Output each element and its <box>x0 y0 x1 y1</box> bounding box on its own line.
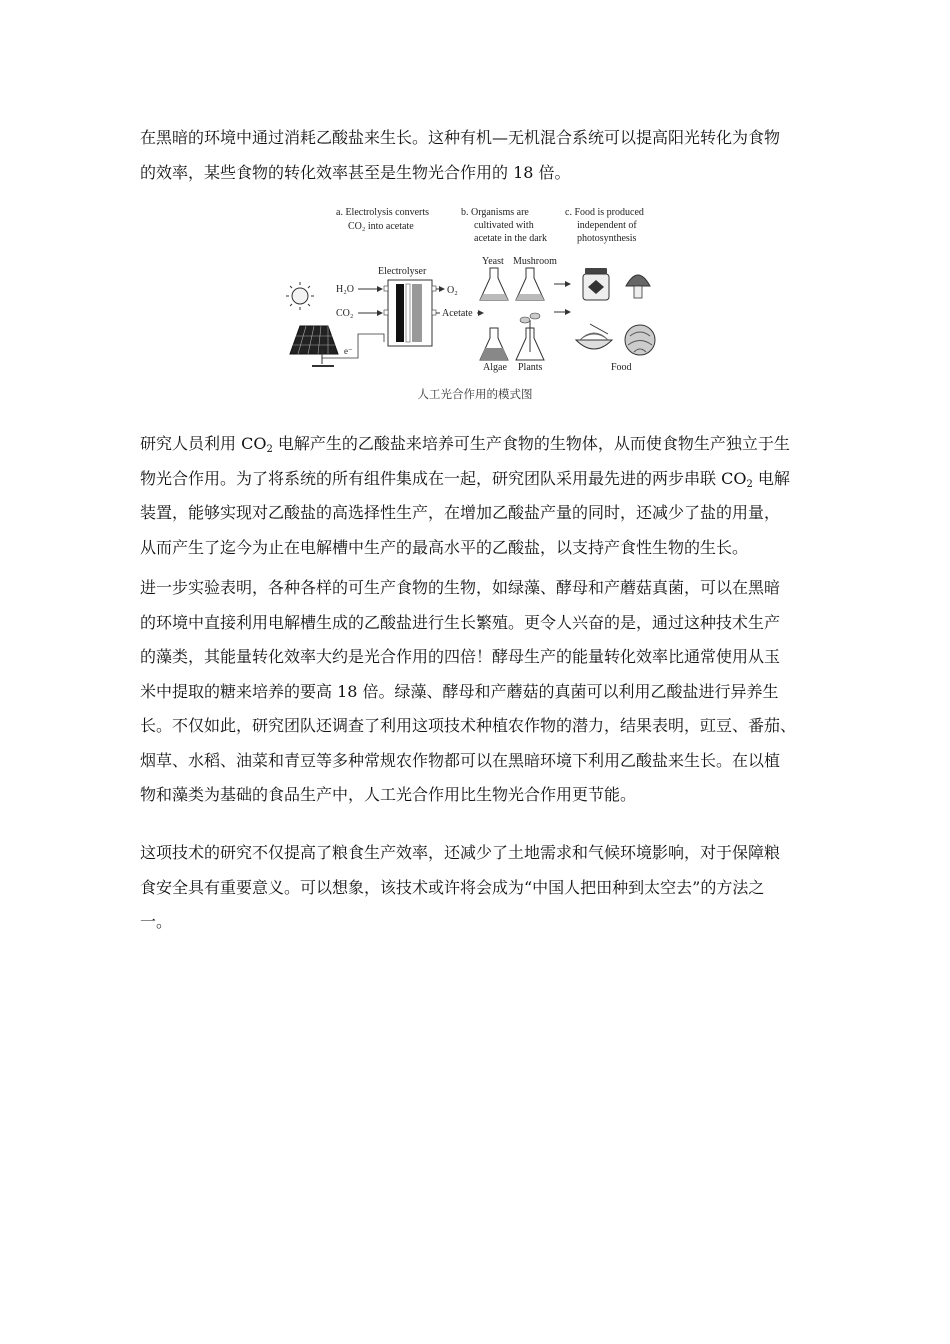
text-line: 米中提取的糖来培养的要高 18 倍。绿藻、酵母和产蘑菇的真菌可以利用乙酸盐进行异养生 <box>140 681 779 701</box>
text-line: 物和藻类为基础的食品生产中，人工光合作用比生物光合作用更节能。 <box>140 785 637 804</box>
paragraph-significance <box>140 836 830 940</box>
acetate-label: Acetate <box>442 308 473 319</box>
subscript: 2 <box>746 478 753 490</box>
o2-label: O₂ <box>447 285 458 296</box>
text-line: 烟草、水稻、油菜和青豆等多种常规农作物都可以在黑暗环境下利用乙酸盐来生长。在以植 <box>140 750 781 770</box>
text-line: 在黑暗的环境中通过消耗乙酸盐来生长。这种有机—无机混合系统可以提高阳光转化为食物 <box>140 128 781 147</box>
jar-icon <box>583 268 609 300</box>
text-line: 食安全具有重要意义。可以想象，该技术或许将会成为“中国人把田种到太空去”的方法之 <box>140 877 765 897</box>
mushroom-label: Mushroom <box>513 256 557 267</box>
solar-panel-icon <box>290 326 338 366</box>
plants-flask-icon <box>516 313 544 360</box>
electrolyser-icon <box>384 280 436 346</box>
step-c-label-line1: c. Food is produced <box>565 207 644 218</box>
plants-label: Plants <box>518 362 543 373</box>
electron-label: e⁻ <box>344 346 353 356</box>
algae-label: Algae <box>483 362 507 373</box>
subscript: 2 <box>266 444 273 455</box>
mushroom-flask-icon <box>516 268 544 300</box>
yeast-flask-icon <box>480 268 508 300</box>
mushroom-icon <box>626 275 650 298</box>
figure-caption: 人工光合作用的模式图 <box>417 387 533 401</box>
artificial-photosynthesis-diagram <box>278 200 678 378</box>
text-line: 一。 <box>140 912 173 931</box>
food-label: Food <box>611 362 632 373</box>
h2o-label: H₂O <box>336 284 354 295</box>
text-line: 装置，能够实现对乙酸盐的高选择性生产，在增加乙酸盐产量的同时，还减少了盐的用量， <box>140 503 781 522</box>
step-a-label-line2: CO₂ into acetate <box>348 221 414 232</box>
text-line: 从而产生了迄今为止在电解槽中生产的最高水平的乙酸盐，以支持产食性生物的生长。 <box>140 537 749 557</box>
text-segment: 电解 <box>752 468 790 488</box>
yeast-label: Yeast <box>482 256 504 267</box>
step-c-label-line2: independent of <box>577 220 637 231</box>
cabbage-icon <box>625 325 655 355</box>
paragraph-experiments <box>140 571 830 813</box>
co2-label: CO₂ <box>336 308 354 319</box>
paragraph-co2-electrolysis <box>140 427 830 565</box>
text-line: 的藻类，其能量转化效率大约是光合作用的四倍！酵母生产的能量转化效率比通常使用从玉 <box>140 647 781 666</box>
step-a-label-line1: a. Electrolysis converts <box>336 207 430 218</box>
text-line <box>140 462 830 497</box>
text-line: 长。不仅如此，研究团队还调查了利用这项技术种植农作物的潜力，结果表明，豇豆、番茄、 <box>140 716 797 735</box>
text-line <box>140 427 830 462</box>
text-line: 的环境中直接利用电解槽生成的乙酸盐进行生长繁殖。更令人兴奋的是，通过这种技术生产 <box>140 612 781 632</box>
step-b-label-line1: b. Organisms are <box>461 207 529 218</box>
sun-icon <box>286 282 314 310</box>
text-line: 进一步实验表明，各种各样的可生产食物的生物，如绿藻、酵母和产蘑菇真菌，可以在黑暗 <box>140 578 781 597</box>
paragraph-intro <box>140 121 830 190</box>
text-line: 这项技术的研究不仅提高了粮食生产效率，还减少了土地需求和气候环境影响，对于保障粮 <box>140 843 781 862</box>
noodles-icon <box>576 324 612 349</box>
step-c-label-line3: photosynthesis <box>577 233 637 244</box>
text-segment: 电解产生的乙酸盐来培养可生产食物的生物体，从而使食物生产独立于生 <box>272 434 790 453</box>
text-line: 的效率，某些食物的转化效率甚至是生物光合作用的 18 倍。 <box>140 162 571 182</box>
text-segment: 物光合作用。为了将系统的所有组件集成在一起，研究团队采用最先进的两步串联 CO <box>140 468 747 488</box>
step-b-label-line3: acetate in the dark <box>474 233 548 244</box>
step-b-label-line2: cultivated with <box>474 220 534 231</box>
text-segment: 研究人员利用 CO <box>140 434 267 453</box>
algae-flask-icon <box>480 328 508 360</box>
electrolyser-label: Electrolyser <box>378 266 427 277</box>
